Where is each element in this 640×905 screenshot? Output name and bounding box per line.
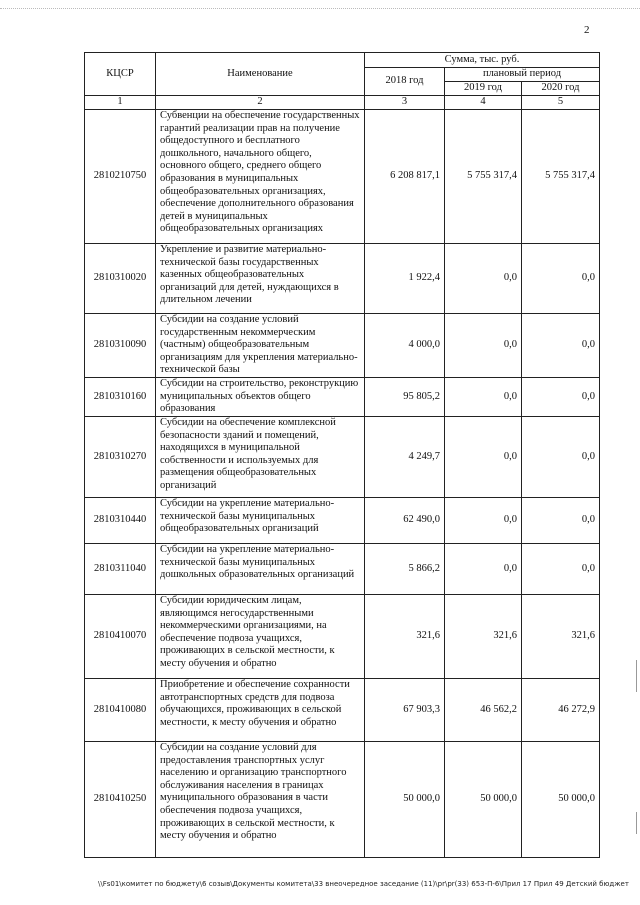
table-row [85, 417, 600, 498]
amount-2018: 62 490,0 [365, 498, 445, 544]
header-year-2019: 2019 год [445, 82, 522, 96]
table-row [85, 544, 600, 595]
kcsr-code: 2810310160 [85, 378, 156, 417]
item-name: Субсидии на укрепление материально-технической базы муниципальных дошкольных образовательных организаций [156, 544, 365, 595]
amount-2018: 4 000,0 [365, 314, 445, 378]
amount-2019: 5 755 317,4 [445, 110, 522, 244]
scan-edge-mark [636, 660, 637, 692]
header-planned-period: плановый период [445, 68, 600, 82]
header-sum: Сумма, тыс. руб. [365, 53, 600, 68]
amount-2018: 67 903,3 [365, 679, 445, 742]
page-number: 2 [584, 24, 590, 36]
amount-2019: 0,0 [445, 544, 522, 595]
amount-2020: 50 000,0 [522, 742, 600, 858]
amount-2018: 1 922,4 [365, 244, 445, 314]
column-index: 3 [365, 96, 445, 110]
item-name: Приобретение и обеспечение сохранности автотранспортных средств для подвоза обучающихся, проживающих в сельской местности, к месту обучения и обратно [156, 679, 365, 742]
amount-2019: 0,0 [445, 498, 522, 544]
kcsr-code: 2810410070 [85, 595, 156, 679]
amount-2020: 0,0 [522, 314, 600, 378]
kcsr-code: 2810410080 [85, 679, 156, 742]
column-index: 1 [85, 96, 156, 110]
amount-2019: 50 000,0 [445, 742, 522, 858]
amount-2020: 0,0 [522, 244, 600, 314]
amount-2020: 0,0 [522, 544, 600, 595]
file-path-footer: \\Fs01\комитет по бюджету\6 созыв\Документы комитета\33 внеочередное заседание (11)\pr\pr(33) 653-П-6\Прил 17 Прил 49 Детский бюджет [98, 880, 629, 888]
item-name: Субвенции на обеспечение государственных гарантий реализации прав на получение общедоступного и бесплатного дошкольного, начального общего, основного общего, среднего общего образования в муниципальных общеобразовательных организациях, обеспечение дополнительного образования детей в муниципальных общеобразовательных организациях [156, 110, 365, 244]
table-row [85, 679, 600, 742]
amount-2020: 0,0 [522, 498, 600, 544]
amount-2019: 0,0 [445, 417, 522, 498]
column-index-row [85, 96, 600, 110]
amount-2020: 321,6 [522, 595, 600, 679]
table-row [85, 498, 600, 544]
item-name: Субсидии на создание условий для предоставления транспортных услуг населению и организацию транспортного обслуживания населения в границах муниципального образования в части обеспечения подвоза учащихся, проживающих в сельской местности, к месту обучения и обратно [156, 742, 365, 858]
table-row [85, 244, 600, 314]
amount-2020: 0,0 [522, 378, 600, 417]
column-index: 4 [445, 96, 522, 110]
kcsr-code: 2810310020 [85, 244, 156, 314]
amount-2020: 46 272,9 [522, 679, 600, 742]
amount-2018: 6 208 817,1 [365, 110, 445, 244]
table-row [85, 742, 600, 858]
item-name: Субсидии на обеспечение комплексной безопасности зданий и помещений, находящихся в муниципальной собственности и используемых для размещения общеобразовательных организаций [156, 417, 365, 498]
header-kcsr: КЦСР [85, 53, 156, 96]
item-name: Субсидии на строительство, реконструкцию муниципальных объектов общего образования [156, 378, 365, 417]
amount-2019: 321,6 [445, 595, 522, 679]
amount-2019: 46 562,2 [445, 679, 522, 742]
column-index: 5 [522, 96, 600, 110]
table-row [85, 110, 600, 244]
amount-2018: 95 805,2 [365, 378, 445, 417]
amount-2020: 5 755 317,4 [522, 110, 600, 244]
item-name: Субсидии на укрепление материально-технической базы муниципальных общеобразовательных организаций [156, 498, 365, 544]
item-name: Субсидии на создание условий государственным некоммерческим (частным) общеобразовательным организациям для укрепления материально-технической базы [156, 314, 365, 378]
amount-2019: 0,0 [445, 314, 522, 378]
amount-2018: 5 866,2 [365, 544, 445, 595]
kcsr-code: 2810311040 [85, 544, 156, 595]
kcsr-code: 2810310270 [85, 417, 156, 498]
amount-2020: 0,0 [522, 417, 600, 498]
amount-2019: 0,0 [445, 378, 522, 417]
item-name: Укрепление и развитие материально-технической базы государственных казенных общеобразовательных организаций для детей, нуждающихся в длительном лечении [156, 244, 365, 314]
kcsr-code: 2810310090 [85, 314, 156, 378]
scan-top-edge [0, 8, 640, 9]
budget-table [84, 52, 600, 858]
amount-2018: 4 249,7 [365, 417, 445, 498]
header-name: Наименование [156, 53, 365, 96]
header-year-2020: 2020 год [522, 82, 600, 96]
table-row [85, 595, 600, 679]
amount-2019: 0,0 [445, 244, 522, 314]
kcsr-code: 2810210750 [85, 110, 156, 244]
header-year-2018: 2018 год [365, 68, 445, 96]
scan-edge-mark [636, 812, 637, 834]
amount-2018: 321,6 [365, 595, 445, 679]
kcsr-code: 2810310440 [85, 498, 156, 544]
column-index: 2 [156, 96, 365, 110]
table-row [85, 314, 600, 378]
item-name: Субсидии юридическим лицам, являющимся негосударственными некоммерческими организациями, на обеспечение подвоза учащихся, проживающих в сельской местности, к месту обучения и обратно [156, 595, 365, 679]
kcsr-code: 2810410250 [85, 742, 156, 858]
amount-2018: 50 000,0 [365, 742, 445, 858]
table-row [85, 378, 600, 417]
